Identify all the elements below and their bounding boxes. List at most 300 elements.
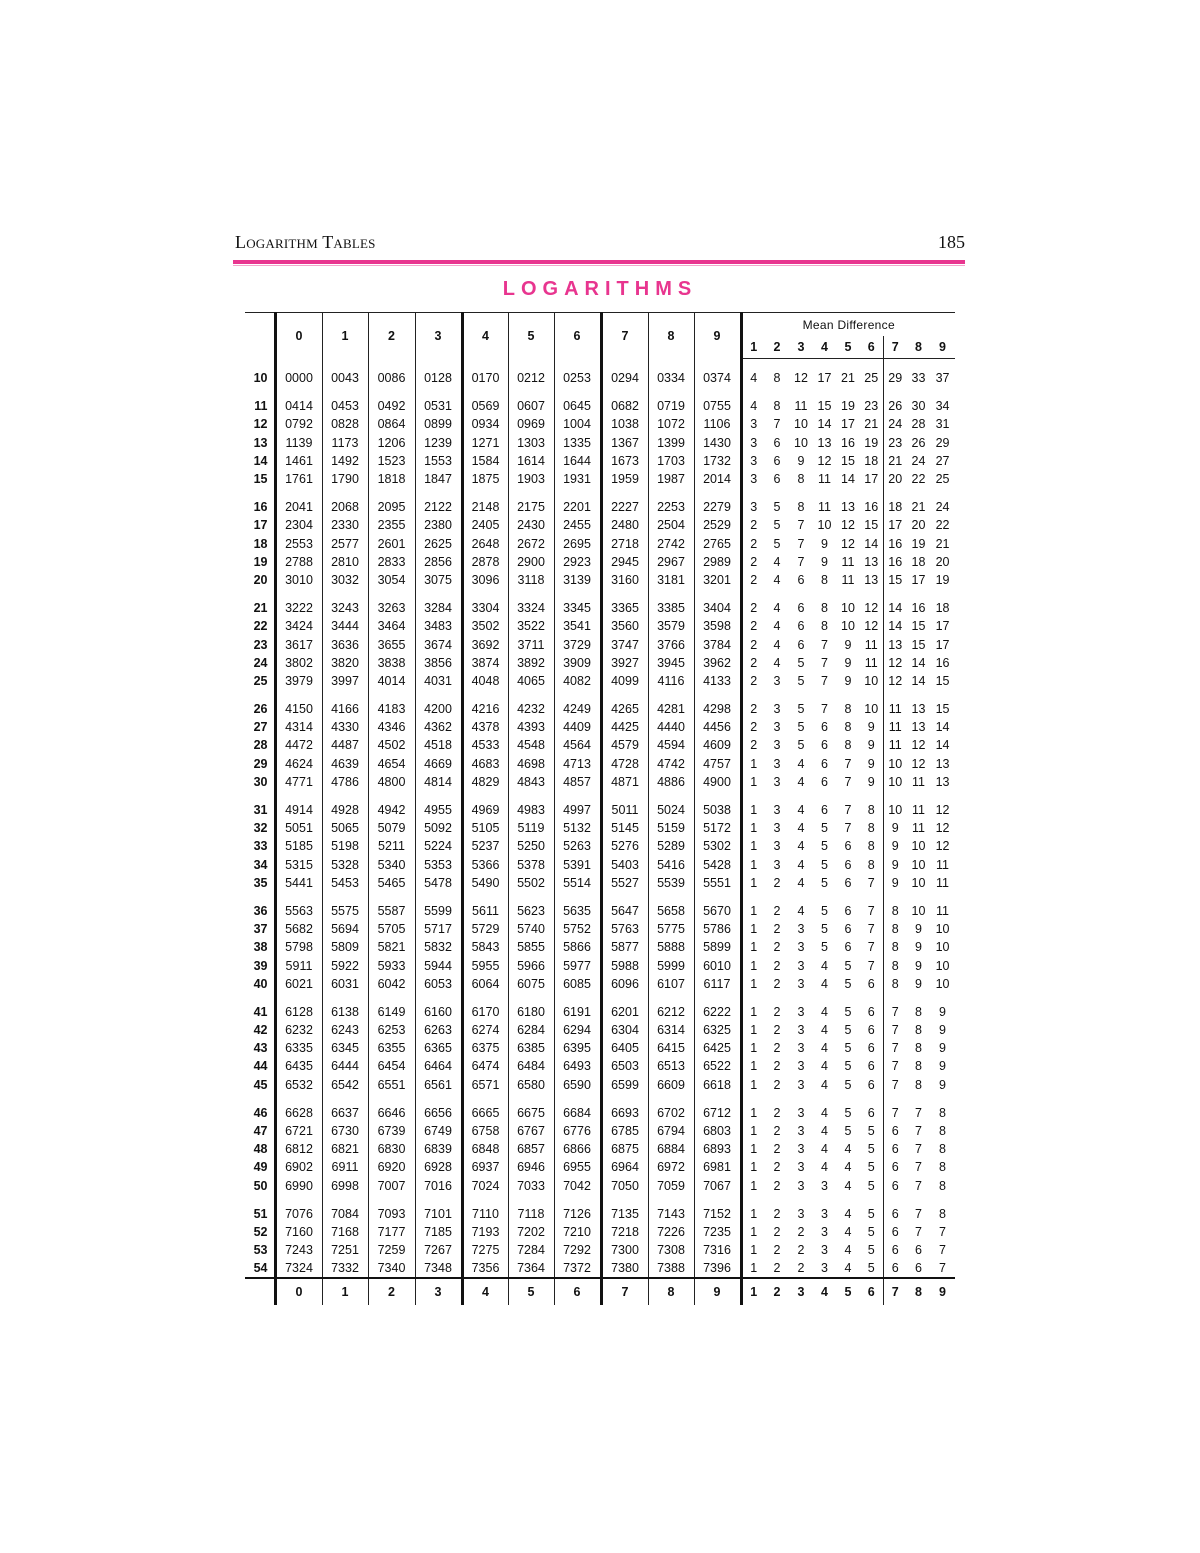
row-number: 40 [245,975,275,993]
mean-difference-cell: 5 [821,821,828,836]
mean-difference-cell: 2 [773,1077,781,1092]
log-value-cell: 5911 [285,958,313,973]
log-value-cell: 3747 [601,635,648,653]
mean-difference-cell: 8 [939,1160,946,1175]
log-value-cell: 0086 [368,369,415,387]
log-value-cell: 7340 [368,1259,415,1278]
log-value-cell: 2041 [285,500,313,515]
mean-difference-cell: 10 [935,976,950,991]
log-value-cell: 6053 [415,975,462,993]
mean-difference-cell: 3 [821,1178,828,1193]
log-value-cell: 7135 [601,1205,648,1223]
log-value-cell: 7076 [285,1206,313,1221]
mean-difference-cell: 4 [797,774,805,789]
mean-difference-cell: 5 [773,500,781,515]
mean-difference-cell: 6 [915,1243,922,1258]
mean-difference-cell: 4 [797,821,805,836]
log-value-cell: 5315 [285,857,313,872]
mean-difference-cell: 5 [844,1124,852,1139]
mean-difference-title: Mean Difference [741,313,955,337]
row-number: 29 [245,755,275,773]
log-value-cell: 7284 [508,1241,554,1259]
mean-difference-cell: 5 [821,839,828,854]
mean-difference-cell: 6 [883,1158,907,1176]
log-value-cell: 0828 [322,415,368,433]
log-value-cell: 7348 [415,1259,462,1278]
table-row [245,516,955,534]
log-value-cell: 6274 [462,1021,508,1039]
log-value-cell: 5832 [415,938,462,956]
log-value-cell: 1584 [462,452,508,470]
mean-difference-cell: 2 [741,516,765,534]
log-value-cell: 5428 [694,856,741,874]
log-value-cell: 5658 [648,902,694,920]
mean-difference-cell: 11 [912,803,925,818]
mean-difference-cell: 2 [797,1224,805,1239]
log-value-cell: 0253 [554,369,601,387]
log-value-cell: 5340 [368,856,415,874]
log-value-cell: 3522 [508,617,554,635]
log-value-cell: 1959 [601,470,648,488]
mean-difference-cell: 6 [773,435,781,450]
column-header-7: 7 [601,313,648,359]
log-value-cell: 2068 [322,498,368,516]
log-value-cell: 4082 [554,672,601,690]
mean-difference-cell: 8 [867,803,875,818]
log-value-cell: 5211 [368,837,415,855]
mean-difference-cell: 19 [911,536,926,551]
mean-difference-cell: 27 [935,453,950,468]
log-value-cell: 5353 [415,856,462,874]
mean-difference-cell: 6 [821,756,828,771]
row-number: 48 [245,1140,275,1158]
row-number: 54 [245,1259,275,1278]
log-value-cell: 4150 [285,702,313,717]
row-number: 30 [245,773,275,791]
mean-difference-cell: 15 [935,702,950,717]
mean-difference-cell: 8 [915,1004,922,1019]
row-number: 11 [245,397,275,415]
log-value-cell: 2529 [694,516,741,534]
log-value-cell: 0607 [508,397,554,415]
mean-difference-cell: 8 [773,399,781,414]
mean-difference-cell: 21 [883,452,907,470]
header-rule [233,260,965,264]
log-value-cell: 4786 [322,773,368,791]
table-row [245,1158,955,1176]
mean-difference-cell: 9 [883,837,907,855]
log-value-cell: 4624 [285,756,313,771]
log-value-cell: 6920 [368,1158,415,1176]
mean-difference-cell: 8 [821,619,828,634]
mean-difference-cell: 3 [797,1142,805,1157]
table-row [245,1177,955,1195]
log-table-wrap [245,312,951,1317]
row-spacer [245,359,955,370]
log-value-cell: 7193 [462,1223,508,1241]
table-row [245,452,955,470]
row-number: 21 [245,599,275,617]
mean-difference-cell: 6 [867,976,875,991]
mean-difference-cell: 2 [773,922,781,937]
log-value-cell: 1139 [285,435,313,450]
row-number: 33 [245,837,275,855]
log-value-cell: 7218 [601,1223,648,1241]
mean-difference-cell: 2 [773,1023,781,1038]
log-value-cell: 6415 [648,1039,694,1057]
mean-difference-cell: 3 [797,1059,805,1074]
log-value-cell: 3365 [601,599,648,617]
mean-difference-cell: 1 [741,1104,765,1122]
footer-md-column-3: 3 [789,1278,813,1305]
log-value-cell: 2227 [601,498,648,516]
mean-difference-cell: 4 [773,637,781,652]
log-value-cell: 7143 [648,1205,694,1223]
mean-difference-cell: 5 [797,720,805,735]
mean-difference-cell: 10 [864,673,879,688]
log-value-cell: 2945 [601,553,648,571]
mean-difference-cell: 4 [821,1023,828,1038]
mean-difference-cell: 3 [773,673,781,688]
mean-difference-cell: 8 [939,1206,946,1221]
row-number: 27 [245,718,275,736]
log-value-cell: 7259 [368,1241,415,1259]
mean-difference-cell: 3 [773,803,781,818]
table-row [245,938,955,956]
log-value-cell: 4683 [462,755,508,773]
log-value-cell: 4472 [285,738,313,753]
log-value-cell: 6998 [322,1177,368,1195]
column-header-2: 2 [368,313,415,359]
mean-difference-cell: 1 [741,755,765,773]
log-value-cell: 6522 [694,1057,741,1075]
mean-difference-cell: 22 [935,518,950,533]
log-value-cell: 4249 [554,700,601,718]
log-value-cell: 2201 [554,498,601,516]
log-value-cell: 7016 [415,1177,462,1195]
mean-difference-cell: 20 [911,518,926,533]
mean-difference-cell: 5 [821,922,828,937]
mean-difference-cell: 1 [741,1003,765,1021]
log-value-cell: 1072 [648,415,694,433]
log-value-cell: 0128 [415,369,462,387]
mean-difference-cell: 6 [915,1261,922,1276]
mean-difference-cell: 6 [844,940,852,955]
log-value-cell: 2577 [322,535,368,553]
row-number: 53 [245,1241,275,1259]
log-value-cell: 2765 [694,535,741,553]
mean-difference-cell: 6 [844,839,852,854]
mean-difference-cell: 4 [844,1243,852,1258]
table-row [245,1205,955,1223]
mean-difference-cell: 13 [841,500,855,515]
log-value-cell: 6395 [554,1039,601,1057]
log-value-cell: 6561 [415,1076,462,1094]
mean-difference-cell: 6 [797,572,805,587]
log-value-cell: 6493 [554,1057,601,1075]
mean-difference-cell: 6 [867,1004,875,1019]
log-value-cell: 4800 [368,773,415,791]
log-value-cell: 2833 [368,553,415,571]
log-value-cell: 6304 [601,1021,648,1039]
mean-difference-cell: 11 [883,700,907,718]
mean-difference-cell: 1 [741,801,765,819]
log-value-cell: 2625 [415,535,462,553]
log-value-cell: 0969 [508,415,554,433]
mean-difference-cell: 2 [797,1261,805,1276]
log-value-cell: 7364 [508,1259,554,1278]
mean-difference-cell: 5 [773,536,781,551]
table-row [245,1122,955,1140]
log-value-cell: 6875 [601,1140,648,1158]
footer-column-9: 9 [694,1278,741,1305]
mean-difference-cell: 8 [939,1105,946,1120]
mean-difference-cell: 8 [939,1142,946,1157]
log-value-cell: 6454 [368,1057,415,1075]
table-row [245,498,955,516]
log-value-cell: 4829 [462,773,508,791]
mean-difference-cell: 1 [741,902,765,920]
log-value-cell: 7292 [554,1241,601,1259]
log-value-cell: 6201 [601,1003,648,1021]
log-value-cell: 2330 [322,516,368,534]
row-spacer [245,791,955,801]
log-value-cell: 1004 [554,415,601,433]
footer-column-1: 1 [322,1278,368,1305]
mean-difference-cell: 3 [797,1004,805,1019]
log-value-cell: 4983 [508,801,554,819]
mean-difference-cell: 3 [821,1206,828,1221]
mean-difference-cell: 3 [797,1105,805,1120]
mean-difference-cell: 14 [935,720,950,735]
mean-difference-cell: 6 [867,1059,875,1074]
log-value-cell: 4456 [694,718,741,736]
mean-difference-cell: 3 [821,1261,828,1276]
mean-difference-cell: 5 [821,903,828,918]
mean-difference-cell: 3 [797,958,805,973]
log-value-cell: 2788 [285,554,313,569]
log-value-cell: 6758 [462,1122,508,1140]
mean-difference-cell: 31 [935,417,950,432]
column-header-0: 0 [275,313,322,359]
log-value-cell: 6503 [601,1057,648,1075]
md-column-header-8: 8 [907,336,930,359]
log-value-cell: 7267 [415,1241,462,1259]
log-value-cell: 4886 [648,773,694,791]
log-value-cell: 7243 [285,1243,313,1258]
mean-difference-cell: 11 [818,472,831,487]
row-number: 35 [245,874,275,892]
mean-difference-cell: 2 [773,1041,781,1056]
log-value-cell: 5775 [648,920,694,938]
mean-difference-cell: 6 [821,720,828,735]
log-value-cell: 4281 [648,700,694,718]
row-number: 19 [245,553,275,571]
mean-difference-cell: 8 [844,738,852,753]
header-rule-thin [233,265,965,266]
mean-difference-cell: 8 [867,857,875,872]
mean-difference-cell: 1 [741,1021,765,1039]
mean-difference-cell: 12 [935,821,950,836]
mean-difference-cell: 20 [883,470,907,488]
mean-difference-cell: 15 [911,619,926,634]
log-value-cell: 0531 [415,397,462,415]
log-value-cell: 5465 [368,874,415,892]
log-value-cell: 6730 [322,1122,368,1140]
row-number: 46 [245,1104,275,1122]
mean-difference-cell: 17 [841,417,855,432]
log-value-cell: 4166 [322,700,368,718]
log-value-cell: 4048 [462,672,508,690]
mean-difference-cell: 17 [911,572,926,587]
mean-difference-cell: 6 [867,1023,875,1038]
mean-difference-cell: 7 [844,803,852,818]
footer-column-4: 4 [462,1278,508,1305]
mean-difference-cell: 4 [741,369,765,387]
log-value-cell: 2380 [415,516,462,534]
log-value-cell: 7126 [554,1205,601,1223]
mean-difference-cell: 18 [935,601,950,616]
log-value-cell: 5502 [508,874,554,892]
log-value-cell: 3997 [322,672,368,690]
mean-difference-cell: 3 [773,774,781,789]
log-value-cell: 1703 [648,452,694,470]
mean-difference-cell: 2 [773,1224,781,1239]
mean-difference-cell: 14 [935,738,950,753]
md-column-header-3: 3 [789,336,813,359]
log-value-cell: 7185 [415,1223,462,1241]
log-value-cell: 1367 [601,434,648,452]
log-value-cell: 4814 [415,773,462,791]
log-value-cell: 3075 [415,571,462,589]
log-value-cell: 1790 [322,470,368,488]
mean-difference-cell: 4 [773,601,781,616]
table-row [245,617,955,635]
log-value-cell: 2923 [554,553,601,571]
mean-difference-cell: 6 [844,857,852,872]
log-value-cell: 0170 [462,369,508,387]
mean-difference-cell: 21 [911,500,926,515]
mean-difference-cell: 5 [797,673,805,688]
log-value-cell: 3263 [368,599,415,617]
log-value-cell: 5855 [508,938,554,956]
log-value-cell: 6128 [285,1004,313,1019]
log-value-cell: 3404 [694,599,741,617]
log-value-cell: 5740 [508,920,554,938]
log-value-cell: 3856 [415,654,462,672]
log-value-cell: 1399 [648,434,694,452]
log-value-cell: 7152 [694,1205,741,1223]
log-value-cell: 6675 [508,1104,554,1122]
mean-difference-cell: 10 [935,958,950,973]
log-value-cell: 6042 [368,975,415,993]
mean-difference-cell: 1 [741,856,765,874]
mean-difference-cell: 7 [915,1124,922,1139]
log-value-cell: 5933 [368,956,415,974]
mean-difference-cell: 5 [844,976,852,991]
log-value-cell: 6107 [648,975,694,993]
mean-difference-cell: 5 [867,1261,875,1276]
table-row [245,801,955,819]
table-row [245,1076,955,1094]
mean-difference-cell: 10 [911,857,926,872]
mean-difference-cell: 4 [821,958,828,973]
mean-difference-cell: 9 [939,1059,946,1074]
log-value-cell: 7210 [554,1223,601,1241]
mean-difference-cell: 3 [741,434,765,452]
log-value-cell: 5289 [648,837,694,855]
log-value-cell: 2648 [462,535,508,553]
mean-difference-cell: 6 [821,774,828,789]
log-value-cell: 3636 [322,635,368,653]
mean-difference-cell: 3 [773,720,781,735]
mean-difference-cell: 4 [821,976,828,991]
column-header-8: 8 [648,313,694,359]
mean-difference-cell: 7 [844,774,852,789]
mean-difference-cell: 2 [741,635,765,653]
log-value-cell: 1038 [601,415,648,433]
log-value-cell: 5172 [694,819,741,837]
mean-difference-cell: 7 [883,1021,907,1039]
mean-difference-cell: 7 [867,875,875,890]
mean-difference-cell: 3 [773,857,781,872]
log-value-cell: 0212 [508,369,554,387]
mean-difference-cell: 6 [797,619,805,634]
log-value-cell: 5599 [415,902,462,920]
log-value-cell: 4757 [694,755,741,773]
log-value-cell: 7324 [285,1261,313,1276]
mean-difference-cell: 18 [911,554,926,569]
mean-difference-cell: 5 [844,1059,852,1074]
mean-difference-cell: 18 [864,453,879,468]
mean-difference-cell: 6 [844,875,852,890]
mean-difference-cell: 2 [773,976,781,991]
log-value-cell: 4216 [462,700,508,718]
log-value-cell: 6990 [285,1178,313,1193]
log-value-cell: 7332 [322,1259,368,1278]
mean-difference-cell: 2 [773,1105,781,1120]
mean-difference-cell: 6 [821,738,828,753]
mean-difference-cell: 9 [915,940,922,955]
mean-difference-cell: 4 [844,1206,852,1221]
mean-difference-cell: 6 [821,803,828,818]
log-value-cell: 5877 [601,938,648,956]
table-row [245,635,955,653]
mean-difference-cell: 2 [741,718,765,736]
log-value-cell: 6335 [285,1041,313,1056]
table-row [245,1223,955,1241]
row-spacer [245,690,955,700]
log-value-cell: 2742 [648,535,694,553]
table-row [245,369,955,387]
mean-difference-cell: 4 [797,903,805,918]
log-value-cell: 1461 [285,453,313,468]
mean-difference-cell: 14 [841,472,855,487]
log-value-cell: 6075 [508,975,554,993]
row-number: 42 [245,1021,275,1039]
row-spacer [245,387,955,397]
row-number: 18 [245,535,275,553]
log-value-cell: 4393 [508,718,554,736]
log-value-cell: 6693 [601,1104,648,1122]
log-value-cell: 5453 [322,874,368,892]
log-value-cell: 2553 [285,536,313,551]
mean-difference-cell: 9 [821,536,828,551]
mean-difference-cell: 9 [867,738,875,753]
log-value-cell: 6345 [322,1039,368,1057]
mean-difference-cell: 7 [821,655,828,670]
md-column-header-5: 5 [836,336,860,359]
